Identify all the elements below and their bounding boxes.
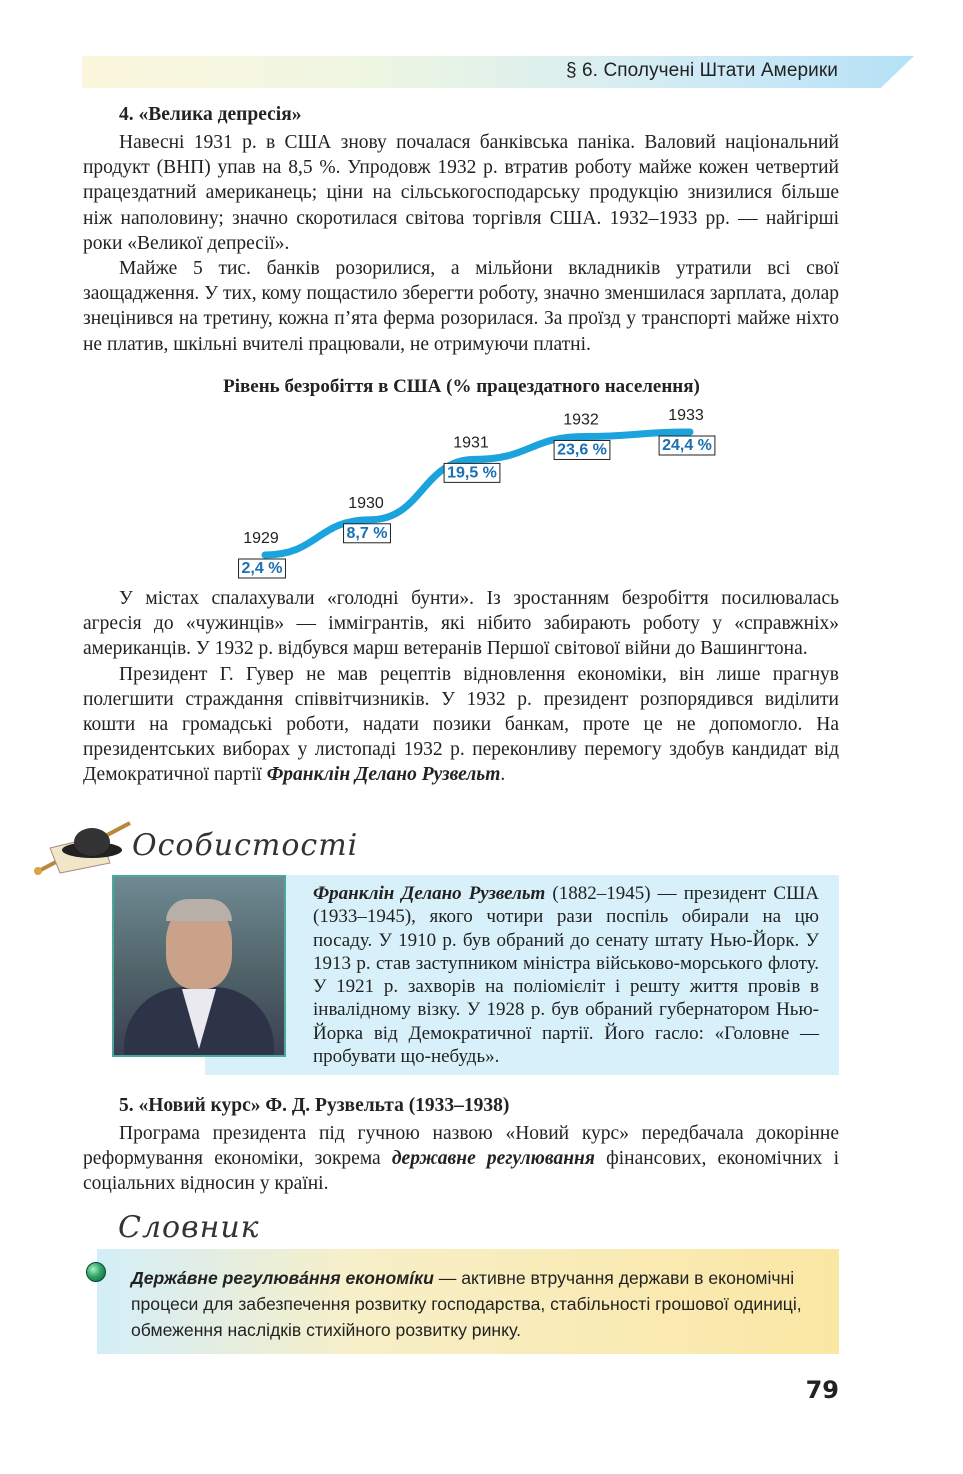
section5-text (83, 1121, 839, 1197)
glossary-term: Держáвне регулювáння економíки (131, 1268, 434, 1288)
personality-name: Франклін Делано Рузвельт (313, 883, 546, 904)
value-label: 19,5 % (447, 464, 497, 482)
section-title: § 6. Сполучені Штати Америки (565, 60, 838, 81)
section4-text (83, 130, 839, 357)
bullet-icon (86, 1262, 106, 1282)
value-label: 23,6 % (557, 441, 607, 459)
roosevelt-name: Франклін Делано Рузвельт (266, 764, 501, 786)
glossary-text (131, 1265, 821, 1343)
hat-and-cane-icon (30, 818, 135, 878)
value-label: 2,4 % (241, 560, 283, 577)
key-term: державне регулювання (391, 1148, 595, 1170)
paragraph: Навесні 1931 р. в США знову почалася банківська паніка. Валовий національний продукт (ВНП) упав на 8,5 %. Упродовж 1932 р. втратив роботу майже кожен четвертий працездатний американець; ціни на сільськогосподарську продукцію знизилися більше ніж наполовину; значно скоротилася світова торгівля США. 1932–1933 рр. — найгірші роки «Великої депресії». (83, 132, 839, 254)
roosevelt-portrait (112, 875, 286, 1057)
text-run: Програма президента під гучною назвою «Новий курс» передбачала докорінне реформування економіки, зокрема (83, 1123, 839, 1170)
unemployment-chart (190, 400, 790, 585)
text-run: . (500, 764, 506, 786)
year-label: 1929 (243, 530, 279, 547)
text-run: Президент Г. Гувер не мав рецептів відновлення економіки, він лише прагнув полегшити страждання співвітчизників. У 1932 р. президент розпорядився виділити кошти на громадські роботи, надати позики банкам, проте це не допомогло. На президентських виборах у листопаді 1932 р. переконливу перемогу здобув кандидат від Демократичної партії (83, 663, 839, 786)
paragraph: У містах спалахували «голодні бунти». Із зростанням безробіття посилювалась агресія до «чужинців» — іммігрантів, які нібито забирають роботу у «справжніх» американців. У 1932 р. відбувся марш ветеранів Першої світової війни до Вашингтона. (83, 588, 839, 660)
page-number: 79 (805, 1376, 839, 1404)
portrait-hair (166, 899, 232, 921)
section5-heading: 5. «Новий курс» Ф. Д. Рузвельта (1933–1938) (119, 1095, 510, 1116)
paragraph: Майже 5 тис. банків розорилися, а мільйони вкладників утратили всі свої заощадження. У тих, кому пощастило зберегти роботу, значно зменшилася зарплата, долар знецінився на третину, кожна п’ята ферма розорилася. За проїзд у транспорті майже ніхто не платив, шкільні вчителі працювали, не отримуючи платні. (83, 258, 839, 355)
glossary-title: Словник (118, 1210, 260, 1245)
year-label: 1933 (668, 407, 704, 424)
glossary-definition: — активне втручання держави в економічні процеси для забезпечення розвитку господарства, стабільності грошової одиниці, обмеження наслідків стихійного розвитку ринку. (131, 1268, 802, 1340)
paragraph (83, 1121, 839, 1197)
personality-text (313, 882, 819, 1068)
year-label: 1930 (348, 494, 384, 512)
chart-title: Рівень безробіття в США (% працездатного населення) (223, 376, 700, 397)
text-run: фінансових, економічних і соціальних відносин у країні. (83, 1148, 839, 1195)
section4-heading: 4. «Велика депресія» (119, 104, 302, 125)
year-label: 1931 (453, 434, 489, 452)
personalities-title: Особистості (132, 828, 359, 863)
value-label: 8,7 % (346, 524, 388, 542)
personality-bio: (1882–1945) — президент США (1933–1945), якого чотири рази поспіль обирали на цю посаду. У 1910 р. був обраний до сенату штату Нью-Йорк. У 1913 р. став заступником міністра військово-морського флоту. У 1921 р. захворів на поліомієліт і решту життя провів в інвалідному візку. У 1928 р. був обраний губернатором Нью-Йорка від Демократичної партії. Його гасло: «Головне — пробувати що-небудь». (313, 883, 819, 1068)
value-label: 24,4 % (662, 437, 712, 454)
year-label: 1932 (563, 411, 599, 429)
paragraph (83, 662, 839, 788)
section4-text-continued (83, 586, 839, 788)
